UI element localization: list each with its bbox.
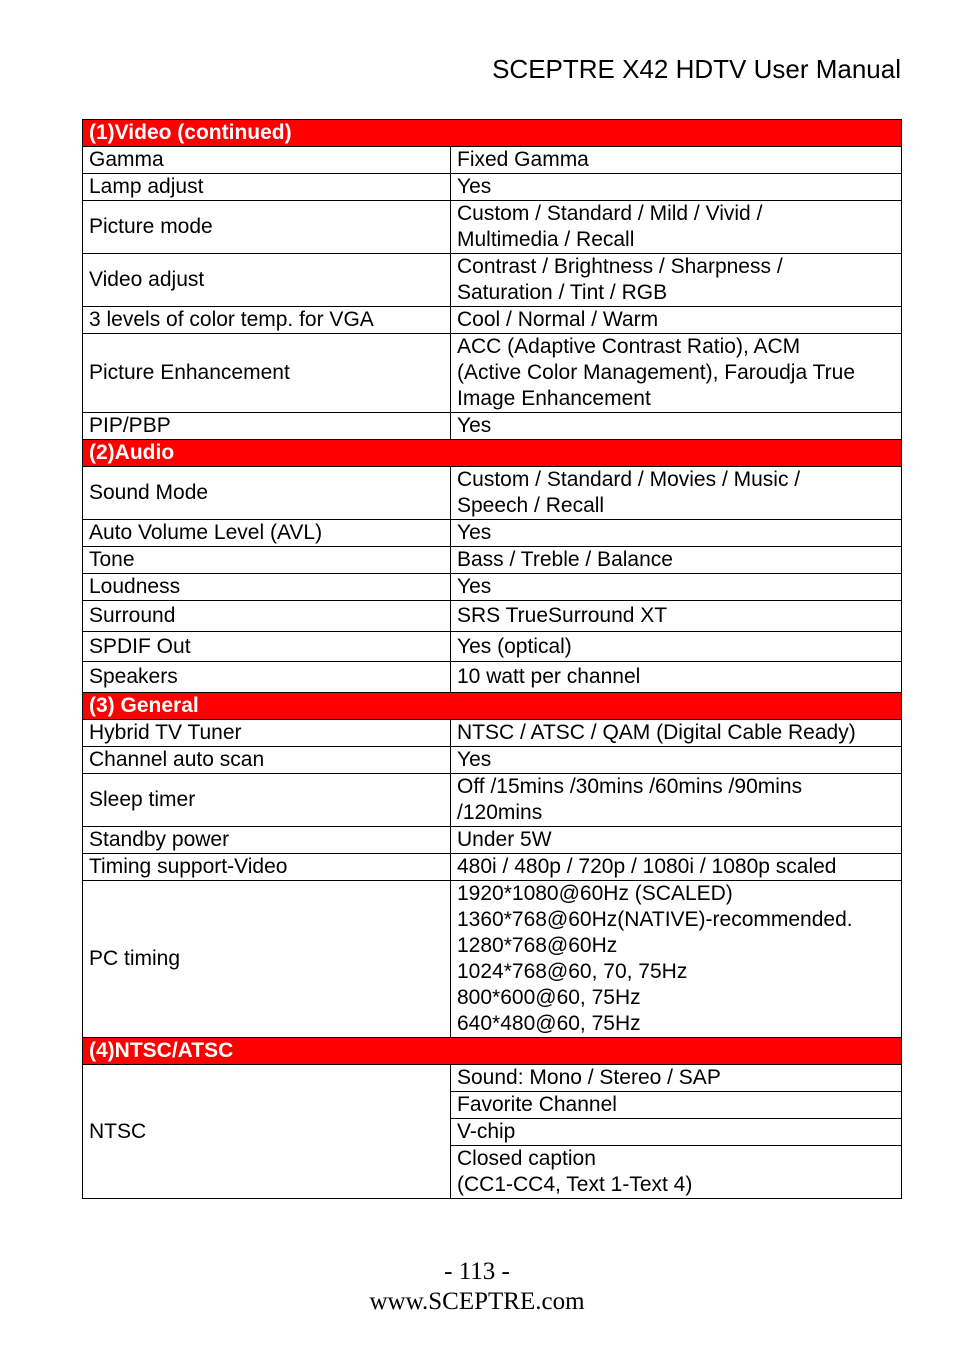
value-line: 800*600@60, 75Hz bbox=[457, 986, 641, 1009]
value-line: ACC (Adaptive Contrast Ratio), ACM bbox=[457, 335, 801, 358]
spec-value bbox=[451, 774, 902, 827]
value-line: Favorite Channel bbox=[457, 1093, 617, 1116]
table-row bbox=[83, 632, 902, 662]
table-row bbox=[83, 662, 902, 693]
spec-value: NTSC / ATSC / QAM (Digital Cable Ready) bbox=[451, 720, 902, 747]
spec-label: Tone bbox=[83, 547, 451, 574]
spec-label: Picture mode bbox=[83, 201, 451, 254]
spec-value: 480i / 480p / 720p / 1080i / 1080p scaled bbox=[451, 854, 902, 881]
spec-label: Auto Volume Level (AVL) bbox=[83, 520, 451, 547]
table-row bbox=[83, 467, 902, 520]
table-row bbox=[83, 854, 902, 881]
spec-value bbox=[451, 334, 902, 413]
value-line: 1360*768@60Hz(NATIVE)-recommended. bbox=[457, 908, 853, 931]
table-row bbox=[83, 201, 902, 254]
value-line: V-chip bbox=[457, 1120, 516, 1143]
value-line: 640*480@60, 75Hz bbox=[457, 1012, 641, 1035]
spec-value: Fixed Gamma bbox=[451, 147, 902, 174]
spec-label: Video adjust bbox=[83, 254, 451, 307]
spec-label: Channel auto scan bbox=[83, 747, 451, 774]
value-line: 1920*1080@60Hz (SCALED) bbox=[457, 882, 733, 905]
value-line: Contrast / Brightness / Sharpness / bbox=[457, 255, 783, 278]
spec-table bbox=[82, 119, 902, 1199]
spec-label: Sound Mode bbox=[83, 467, 451, 520]
section-title: (2)Audio bbox=[83, 440, 902, 467]
spec-value bbox=[451, 254, 902, 307]
spec-label: PIP/PBP bbox=[83, 413, 451, 440]
section-title: (3) General bbox=[83, 693, 902, 720]
table-row bbox=[83, 254, 902, 307]
spec-label: Standby power bbox=[83, 827, 451, 854]
table-row bbox=[83, 334, 902, 413]
table-row bbox=[83, 307, 902, 334]
table-row bbox=[83, 547, 902, 574]
section-title: (1)Video (continued) bbox=[83, 120, 902, 147]
table-row bbox=[83, 574, 902, 601]
value-line: /120mins bbox=[457, 801, 543, 824]
value-line: Custom / Standard / Movies / Music / bbox=[457, 468, 801, 491]
spec-label: Loudness bbox=[83, 574, 451, 601]
spec-label: Gamma bbox=[83, 147, 451, 174]
spec-value: Yes bbox=[451, 574, 902, 601]
table-row bbox=[83, 147, 902, 174]
value-line: Closed caption bbox=[457, 1147, 596, 1170]
value-line: Multimedia / Recall bbox=[457, 228, 635, 251]
value-line: Speech / Recall bbox=[457, 494, 605, 517]
table-row bbox=[83, 747, 902, 774]
table-row bbox=[83, 413, 902, 440]
spec-value bbox=[451, 467, 902, 520]
spec-label: NTSC bbox=[83, 1065, 451, 1199]
spec-label: Sleep timer bbox=[83, 774, 451, 827]
spec-label: Timing support-Video bbox=[83, 854, 451, 881]
spec-value: Cool / Normal / Warm bbox=[451, 307, 902, 334]
section-header-audio bbox=[83, 440, 902, 467]
spec-value: Yes (optical) bbox=[451, 632, 902, 662]
spec-value: Under 5W bbox=[451, 827, 902, 854]
website-url: www.SCEPTRE.com bbox=[369, 1288, 585, 1315]
spec-label: Lamp adjust bbox=[83, 174, 451, 201]
table-row bbox=[83, 881, 902, 1038]
spec-value bbox=[451, 1065, 902, 1092]
spec-value: SRS TrueSurround XT bbox=[451, 601, 902, 632]
table-row bbox=[83, 174, 902, 201]
spec-value: Yes bbox=[451, 413, 902, 440]
spec-label: Hybrid TV Tuner bbox=[83, 720, 451, 747]
table-row bbox=[83, 1065, 902, 1092]
table-row bbox=[83, 601, 902, 632]
table-row bbox=[83, 520, 902, 547]
value-line: Sound: Mono / Stereo / SAP bbox=[457, 1066, 721, 1089]
manual-title: SCEPTRE X42 HDTV User Manual bbox=[492, 54, 901, 84]
table-row bbox=[83, 774, 902, 827]
page-number: - 113 - bbox=[444, 1258, 510, 1285]
spec-value: Yes bbox=[451, 174, 902, 201]
value-line: 1024*768@60, 70, 75Hz bbox=[457, 960, 688, 983]
spec-value bbox=[451, 1092, 902, 1119]
section-header-general bbox=[83, 693, 902, 720]
spec-label: PC timing bbox=[83, 881, 451, 1038]
spec-value bbox=[451, 1119, 902, 1146]
section-header-ntsc bbox=[83, 1038, 902, 1065]
spec-label: 3 levels of color temp. for VGA bbox=[83, 307, 451, 334]
value-line: Image Enhancement bbox=[457, 387, 651, 410]
value-line: Saturation / Tint / RGB bbox=[457, 281, 668, 304]
spec-label: Surround bbox=[83, 601, 451, 632]
table-row bbox=[83, 827, 902, 854]
value-line: Off /15mins /30mins /60mins /90mins bbox=[457, 775, 803, 798]
spec-value: 10 watt per channel bbox=[451, 662, 902, 693]
section-title: (4)NTSC/ATSC bbox=[83, 1038, 902, 1065]
value-line: Custom / Standard / Mild / Vivid / bbox=[457, 202, 763, 225]
spec-value bbox=[451, 881, 902, 1038]
spec-value: Yes bbox=[451, 747, 902, 774]
table-row bbox=[83, 720, 902, 747]
spec-label: SPDIF Out bbox=[83, 632, 451, 662]
spec-label: Speakers bbox=[83, 662, 451, 693]
spec-value bbox=[451, 201, 902, 254]
value-line: (Active Color Management), Faroudja True bbox=[457, 361, 856, 384]
section-header-video bbox=[83, 120, 902, 147]
spec-value: Bass / Treble / Balance bbox=[451, 547, 902, 574]
value-line: 1280*768@60Hz bbox=[457, 934, 618, 957]
spec-value: Yes bbox=[451, 520, 902, 547]
value-line: (CC1-CC4, Text 1-Text 4) bbox=[457, 1173, 693, 1196]
spec-value bbox=[451, 1146, 902, 1199]
spec-label: Picture Enhancement bbox=[83, 334, 451, 413]
